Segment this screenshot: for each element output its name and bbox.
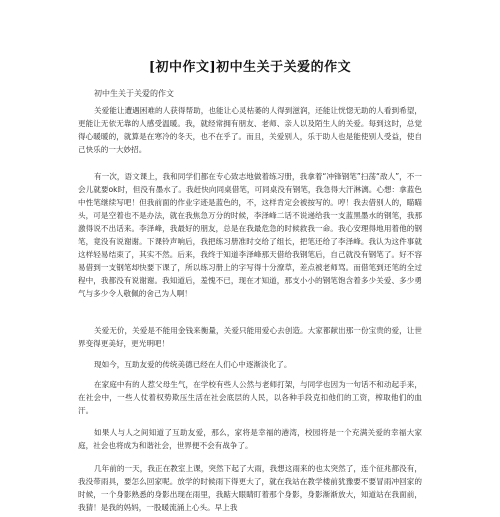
paragraph-text: 现如今，互助友爱的传统美德已经在人们心中逐渐淡化了。 bbox=[94, 360, 292, 369]
paragraph-text: 如果人与人之间知道了互助友爱，那么，家将是幸福的港湾，校园将是一个充满关爱的幸福大家庭，社会也将成为和谐社会，世界便不会有战争了。 bbox=[78, 428, 422, 450]
paragraph-1 bbox=[78, 104, 422, 156]
paragraph-7 bbox=[78, 462, 422, 514]
paragraph-4 bbox=[78, 358, 422, 371]
paragraph-text: 关爱能让遭遇困难的人获得帮助，也能让心灵枯萎的人得到滋润，还能让恍惚无助的人看到希望，更能让无依无靠的人感受温暖。我，就经常拥有朋友、老师、亲人以及陌生人的关爱。每到这时，总觉得心暖暖的，就算是在寒冷的冬天，也不在乎了。而且，关爱别人，乐于助人也是能使别人受益，使自己快乐的一大妙招。 bbox=[78, 106, 422, 154]
paragraph-2 bbox=[78, 170, 422, 300]
paragraph-5 bbox=[78, 378, 422, 417]
paragraph-text: 关爱无价，关爱是不能用金钱来衡量，关爱只能用爱心去创造。大家都献出那一份宝贵的爱，让世界变得更美好，更光明吧！ bbox=[78, 326, 422, 348]
paragraph-text: 有一次，语文课上，我和同学们都在专心致志地做着练习册，我拿着“冲锋钢笔”扫荡“敌人”，不一会儿就要ok时，但没有墨水了。我赶快向同桌借笔，可同桌没有钢笔，我急得大汗淋漓。心想：拿蓝色中性笔继续写吧！但我前面的作业字迹是蓝色的，不，这样肯定会被按写的。哼！我去借别人的，瞄瞄头，可是空着也不是办法，就在我焦急万分的时候，李泽峰二话不说递给我一支蓝黑墨水的钢笔，我那激得说不出话来。李泽峰，我最好的朋友，总是在我最危急的时候救我一命。我心安理得地用着他的钢笔，竟没有说谢谢。下课铃声响后，我把练习册准时交给了组长，把笔还给了李泽峰。我认为这件事就这样轻易结束了，其实不然。后来，我终于知道李泽峰那天借给我钢笔后，自己就没有钢笔了。好不容易借到一支钢笔却快要下课了，所以练习册上的字写得十分潦草，差点被老师骂。而借笔到还笔的全过程中，我都没有说谢谢。我知道后，羞愧不已，现在才知道，那支小小的钢笔饱含着多少关爱、多少勇气与多少令人敬佩的舍己为人啊！ bbox=[78, 172, 422, 298]
document-subtitle: 初中生关于关爱的作文 bbox=[94, 89, 174, 98]
paragraph-3 bbox=[78, 324, 422, 350]
paragraph-6 bbox=[78, 426, 422, 452]
paragraph-text: 在家庭中有的人惹父母生气，在学校有些人公然与老师打架，与同学也因为一句话不和动起手来，在社会中，一些人仗着权势欺压生活在社会底层的人民，以各种手段克扣他们的工资，榨取他们的血汗。 bbox=[78, 380, 422, 415]
document-title: [初中作文]初中生关于关爱的作文 bbox=[148, 60, 352, 75]
paragraph-text: 几年前的一天，我正在教室上课，突然下起了大雨，我想这雨来的也太突然了，连个征兆都没有，我没带雨具，要怎么回家呢。放学的时候雨下得更大了，就在我站在教学楼前犹豫要不要冒雨冲回家的时候，一个身影熟悉的身影出现在雨里，我踮大眼睛盯着那个身影，身影渐渐放大，知道站在我面前，我猜！是我的妈妈，一股暖流涌上心头。早上我 bbox=[78, 464, 422, 512]
